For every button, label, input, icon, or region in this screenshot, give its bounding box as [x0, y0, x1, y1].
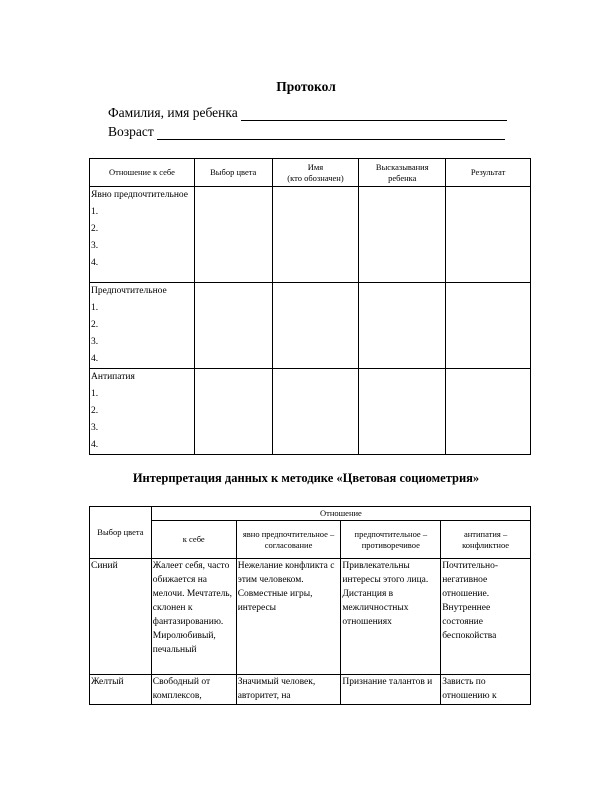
result-cell[interactable]: [446, 187, 531, 283]
color-cell: Синий: [90, 559, 152, 675]
category-cell: Явно предпочтительное 1. 2. 3. 4.: [90, 187, 195, 283]
color-choice-cell[interactable]: [194, 283, 272, 369]
table-row: [90, 187, 531, 283]
category-cell: Антипатия 1. 2. 3. 4.: [90, 369, 195, 455]
subheader-antipathy: антипатия – конфликтное: [441, 521, 531, 559]
subheader-preferred: предпочтительное – противоречивое: [341, 521, 441, 559]
interpretation-subheader-row: [90, 521, 531, 559]
header-color-choice: Выбор цвета: [90, 507, 152, 559]
category-cell: Предпочтительное 1. 2. 3. 4.: [90, 283, 195, 369]
interpretation-cell: Почтительно-негативное отношение. Внутреннее состояние беспокойства: [441, 559, 531, 675]
table-row: [90, 369, 531, 455]
interpretation-table: [89, 506, 531, 705]
name-cell[interactable]: [272, 187, 359, 283]
protocol-title: Протокол: [276, 79, 336, 94]
interpretation-cell: Зависть по отношению к: [441, 675, 531, 705]
child-name-blank-line[interactable]: [241, 108, 507, 121]
table-row: [90, 559, 531, 675]
interpretation-cell: Жалеет себя, часто обижается на мелочи. Мечтатель, склонен к фантазированию. Миролюбивый, печальный: [151, 559, 236, 675]
interpretation-cell: Значимый человек, авторитет, на: [236, 675, 341, 705]
age-field: [108, 124, 505, 140]
result-cell[interactable]: [446, 369, 531, 455]
interpretation-cell: Признание талантов и: [341, 675, 441, 705]
header-name: Имя (кто обозначен): [272, 159, 359, 187]
result-cell[interactable]: [446, 283, 531, 369]
child-name-field: [108, 105, 507, 121]
table-row: [90, 283, 531, 369]
subheader-clearly-preferred: явно предпочтительное – согласование: [236, 521, 341, 559]
name-cell[interactable]: [272, 283, 359, 369]
age-blank-line[interactable]: [157, 127, 505, 140]
interpretation-cell: Свободный от комплексов,: [151, 675, 236, 705]
interpretation-header-row: [90, 507, 531, 521]
color-cell: Желтый: [90, 675, 152, 705]
statements-cell[interactable]: [359, 187, 446, 283]
header-self-relation: Отношение к себе: [90, 159, 195, 187]
header-result: Результат: [446, 159, 531, 187]
protocol-table: [89, 158, 531, 455]
header-color-choice: Выбор цвета: [194, 159, 272, 187]
protocol-table-header: [90, 159, 531, 187]
statements-cell[interactable]: [359, 283, 446, 369]
child-name-label: Фамилия, имя ребенка: [108, 105, 238, 120]
interpretation-title: Интерпретация данных к методике «Цветовая социометрия»: [132, 471, 480, 485]
table-row: [90, 675, 531, 705]
age-label: Возраст: [108, 124, 154, 139]
statements-cell[interactable]: [359, 369, 446, 455]
color-choice-cell[interactable]: [194, 369, 272, 455]
name-cell[interactable]: [272, 369, 359, 455]
header-relation: Отношение: [151, 507, 530, 521]
color-choice-cell[interactable]: [194, 187, 272, 283]
subheader-self: к себе: [151, 521, 236, 559]
interpretation-cell: Привлекательны интересы этого лица. Дистанция в межличностных отношениях: [341, 559, 441, 675]
header-statements: Высказывания ребенка: [359, 159, 446, 187]
interpretation-cell: Нежелание конфликта с этим человеком. Совместные игры, интересы: [236, 559, 341, 675]
